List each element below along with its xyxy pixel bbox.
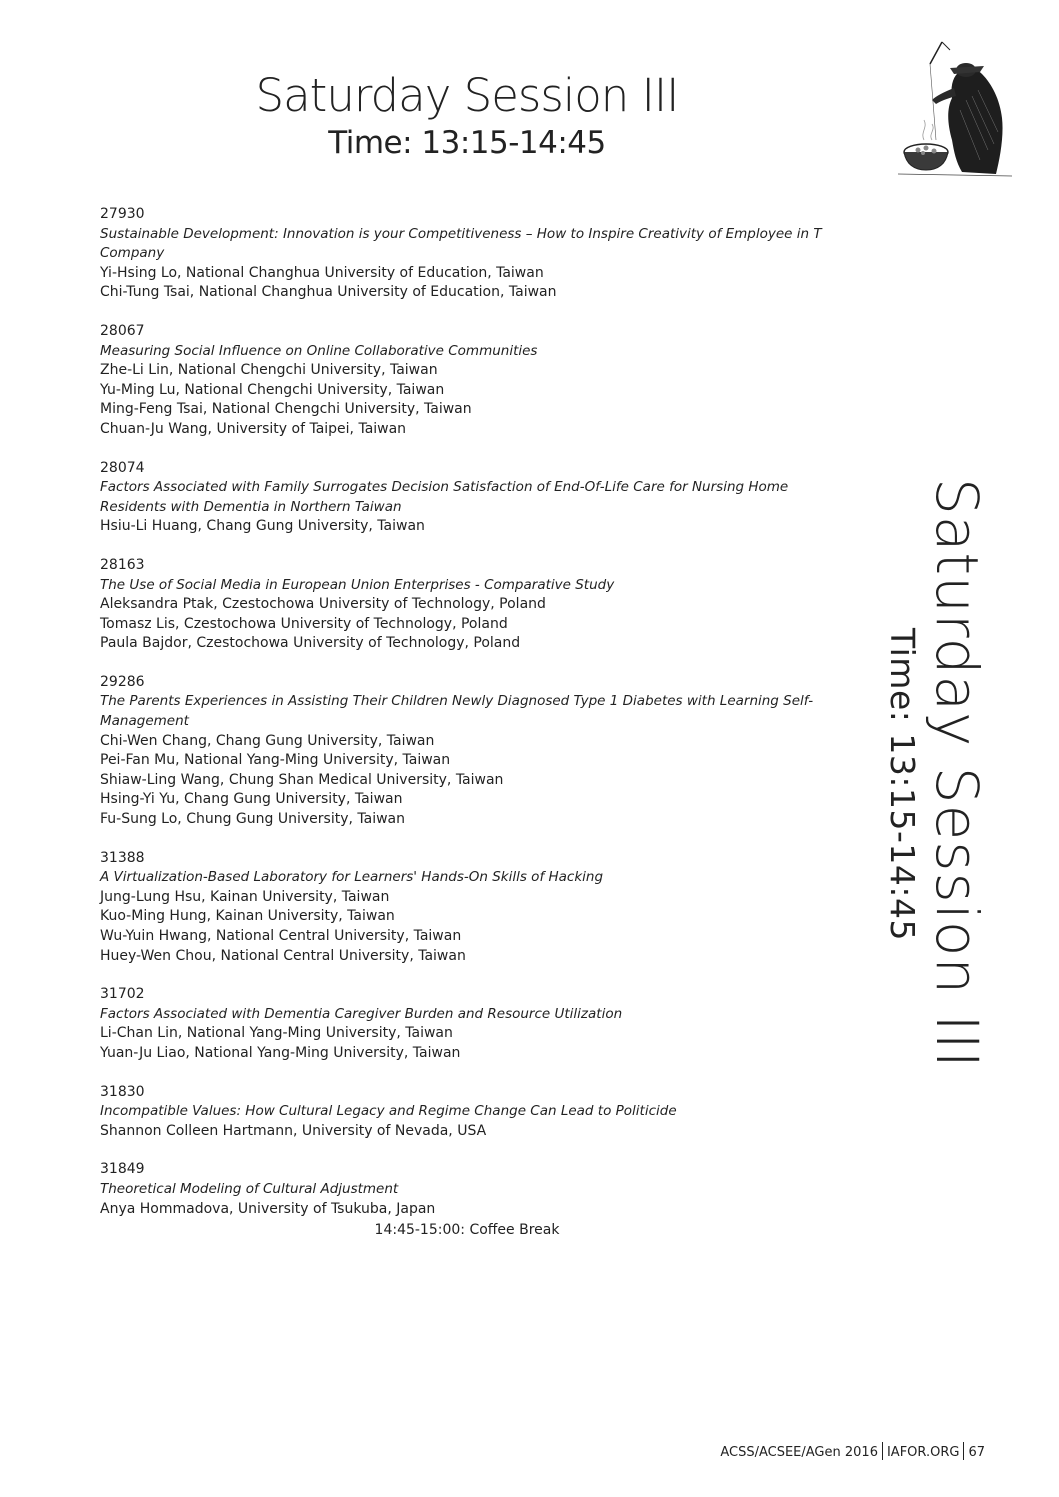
page-header: [0, 68, 934, 162]
side-time-text: Time: 13:15-14:45: [883, 628, 922, 941]
paper-author: Chi-Tung Tsai, National Changhua University of Education, Taiwan: [100, 284, 557, 301]
paper-author: Yuan-Ju Liao, National Yang-Ming University, Taiwan: [100, 1044, 461, 1061]
footer-site: IAFOR.ORG: [886, 1445, 960, 1460]
paper-title: The Parents Experiences in Assisting Their Children Newly Diagnosed Type 1 Diabetes with Learning Self-Management: [100, 693, 814, 730]
paper-title: A Virtualization-Based Laboratory for Learners' Hands-On Skills of Hacking: [100, 869, 604, 886]
footer-conference: ACSS/ACSEE/AGen 2016: [720, 1445, 878, 1460]
paper-author: Shannon Colleen Hartmann, University of Nevada, USA: [100, 1122, 487, 1139]
coffee-break: 14:45-15:00: Coffee Break: [374, 1222, 560, 1238]
paper-title: The Use of Social Media in European Union Enterprises - Comparative Study: [100, 576, 615, 593]
session-time: Time: 13:15-14:45: [328, 125, 606, 161]
paper-author: Anya Hommadova, University of Tsukuba, Japan: [100, 1200, 436, 1217]
paper-id: 28074: [100, 459, 145, 476]
paper-author: Fu-Sung Lo, Chung Gung University, Taiwan: [100, 811, 405, 828]
session-title: Saturday Session III: [255, 69, 679, 122]
paper-author: Zhe-Li Lin, National Chengchi University, Taiwan: [100, 362, 438, 379]
paper-author: Chi-Wen Chang, Chang Gung University, Taiwan: [100, 732, 435, 749]
paper-author: Hsiu-Li Huang, Chang Gung University, Taiwan: [100, 518, 425, 535]
paper-title: Sustainable Development: Innovation is your Competitiveness – How to Inspire Creativity of Employee in T Company: [100, 225, 822, 262]
paper-id: 29286: [100, 673, 145, 690]
paper-author: Kuo-Ming Hung, Kainan University, Taiwan: [100, 908, 395, 925]
list-item: [100, 673, 840, 830]
side-session-title: [860, 478, 1000, 1069]
paper-id: 28067: [100, 322, 145, 339]
side-title-text: Saturday Session III: [923, 478, 991, 1069]
list-item: [100, 205, 840, 303]
paper-id: 31830: [100, 1083, 145, 1100]
list-item: [100, 849, 840, 967]
paper-author: Pei-Fan Mu, National Yang-Ming University, Taiwan: [100, 752, 451, 769]
footer-divider: [963, 1442, 964, 1460]
paper-id: 31702: [100, 986, 145, 1003]
paper-author: Huey-Wen Chou, National Central University, Taiwan: [100, 947, 466, 964]
list-item: [100, 556, 840, 654]
paper-author: Yi-Hsing Lo, National Changhua University of Education, Taiwan: [100, 264, 544, 281]
page-number: 67: [968, 1445, 985, 1460]
paper-author: Ming-Feng Tsai, National Chengchi University, Taiwan: [100, 401, 472, 418]
fisherman-illustration: [896, 40, 1014, 180]
paper-author: Yu-Ming Lu, National Chengchi University, Taiwan: [100, 381, 445, 398]
page-footer: [720, 1442, 985, 1460]
paper-author: Wu-Yuin Hwang, National Central University, Taiwan: [100, 928, 462, 944]
footer-divider: [882, 1442, 883, 1460]
paper-title: Factors Associated with Family Surrogates Decision Satisfaction of End-Of-Life Care for Nursing Home Residents with Dementia in Northern Taiwan: [100, 479, 789, 515]
paper-author: Shiaw-Ling Wang, Chung Shan Medical University, Taiwan: [100, 771, 504, 788]
paper-author: Jung-Lung Hsu, Kainan University, Taiwan: [100, 888, 390, 905]
paper-list: [100, 205, 840, 1238]
list-item: [100, 459, 840, 537]
paper-author: Paula Bajdor, Czestochowa University of Technology, Poland: [100, 635, 521, 652]
paper-title: Theoretical Modeling of Cultural Adjustment: [100, 1180, 399, 1197]
list-item: [100, 985, 840, 1063]
paper-title: Factors Associated with Dementia Caregiver Burden and Resource Utilization: [100, 1005, 623, 1022]
paper-title: Measuring Social Influence on Online Collaborative Communities: [100, 342, 538, 359]
paper-id: 27930: [100, 206, 145, 222]
paper-author: Li-Chan Lin, National Yang-Ming University, Taiwan: [100, 1025, 453, 1042]
paper-author: Aleksandra Ptak, Czestochowa University of Technology, Poland: [100, 596, 546, 613]
paper-title: Incompatible Values: How Cultural Legacy and Regime Change Can Lead to Politicide: [100, 1103, 677, 1120]
paper-author: Tomasz Lis, Czestochowa University of Technology, Poland: [100, 615, 508, 632]
list-item: [100, 1083, 840, 1142]
paper-id: 28163: [100, 556, 145, 573]
paper-id: 31849: [100, 1161, 145, 1178]
list-item: [100, 1160, 840, 1219]
paper-author: Chuan-Ju Wang, University of Taipei, Taiwan: [100, 420, 407, 437]
paper-id: 31388: [100, 849, 145, 866]
paper-author: Hsing-Yi Yu, Chang Gung University, Taiwan: [100, 791, 403, 808]
list-item: [100, 322, 840, 440]
